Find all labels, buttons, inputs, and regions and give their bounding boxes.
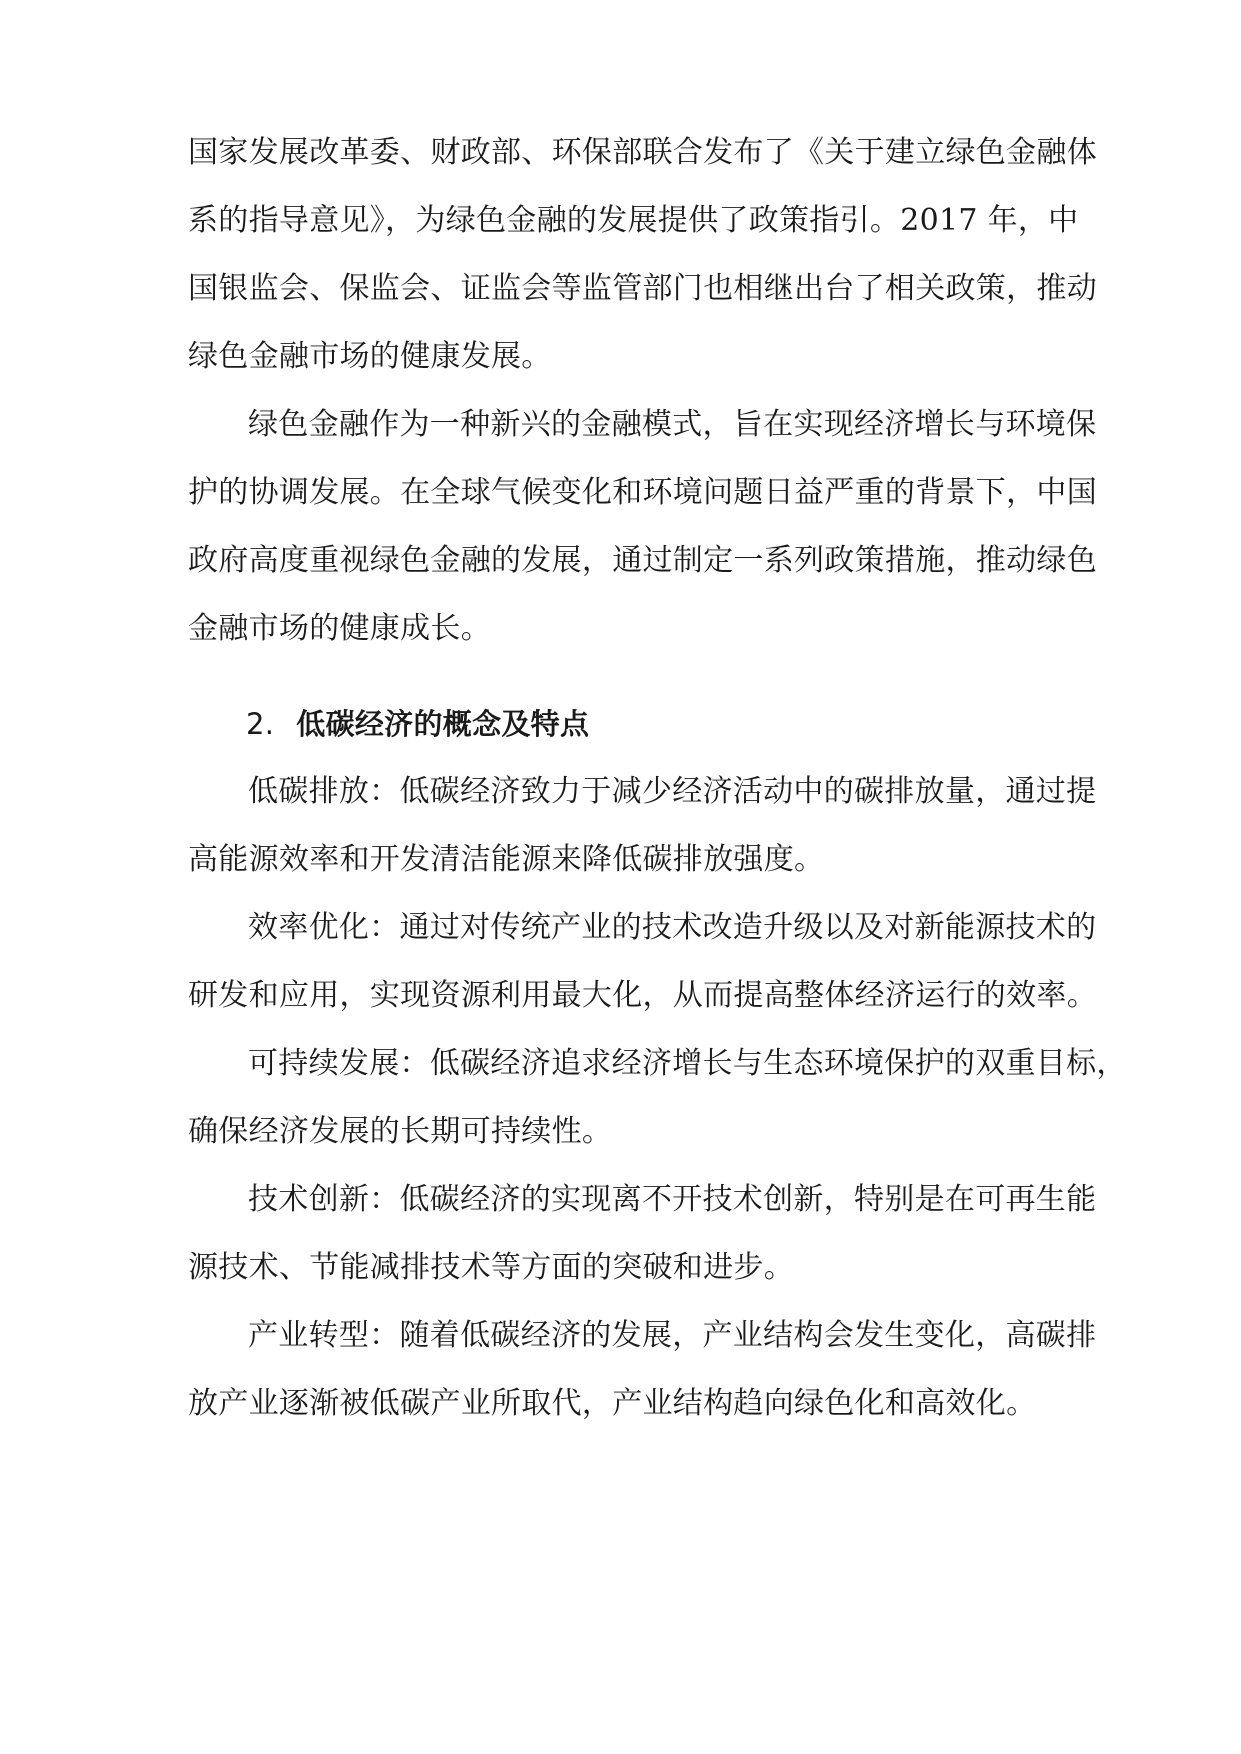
text-line: 国家发展改革委、财政部、环保部联合发布了《关于建立绿色金融体 — [188, 135, 1097, 170]
text-line: 低碳排放：低碳经济致力于减少经济活动中的碳排放量，通过提 — [248, 774, 1097, 809]
text-line: 高能源效率和开发清洁能源来降低碳排放强度。 — [188, 842, 825, 877]
text-line: 确保经济发展的长期可持续性。 — [188, 1114, 613, 1149]
text-line: 金融市场的健康成长。 — [188, 611, 491, 646]
section-number: 2. — [246, 707, 275, 741]
text-line: 研发和应用，实现资源利用最大化，从而提高整体经济运行的效率。 — [188, 978, 1097, 1013]
text-line: 系的指导意见》，为绿色金融的发展提供了政策指引。2017 年，中 — [188, 203, 1079, 238]
text-line: 效率优化：通过对传统产业的技术改造升级以及对新能源技术的 — [248, 910, 1097, 945]
text-line: 国银监会、保监会、证监会等监管部门也相继出台了相关政策，推动 — [188, 271, 1097, 306]
text-line: 护的协调发展。在全球气候变化和环境问题日益严重的背景下，中国 — [188, 475, 1097, 510]
text-line: 源技术、节能减排技术等方面的突破和进步。 — [188, 1250, 794, 1285]
text-line: 绿色金融市场的健康发展。 — [188, 339, 552, 374]
text-line: 产业转型：随着低碳经济的发展，产业结构会发生变化，高碳排 — [248, 1318, 1097, 1353]
section-heading — [246, 704, 1116, 744]
text-line: 技术创新：低碳经济的实现离不开技术创新，特别是在可再生能 — [248, 1182, 1097, 1217]
section-title: 低碳经济的概念及特点 — [296, 707, 590, 741]
text-line: 政府高度重视绿色金融的发展，通过制定一系列政策措施，推动绿色 — [188, 543, 1097, 578]
text-line: 放产业逐渐被低碳产业所取代，产业结构趋向绿色化和高效化。 — [188, 1386, 1037, 1421]
text-line: 可持续发展：低碳经济追求经济增长与生态环境保护的双重目标， — [248, 1046, 1127, 1081]
text-line: 绿色金融作为一种新兴的金融模式，旨在实现经济增长与环境保 — [248, 407, 1097, 442]
